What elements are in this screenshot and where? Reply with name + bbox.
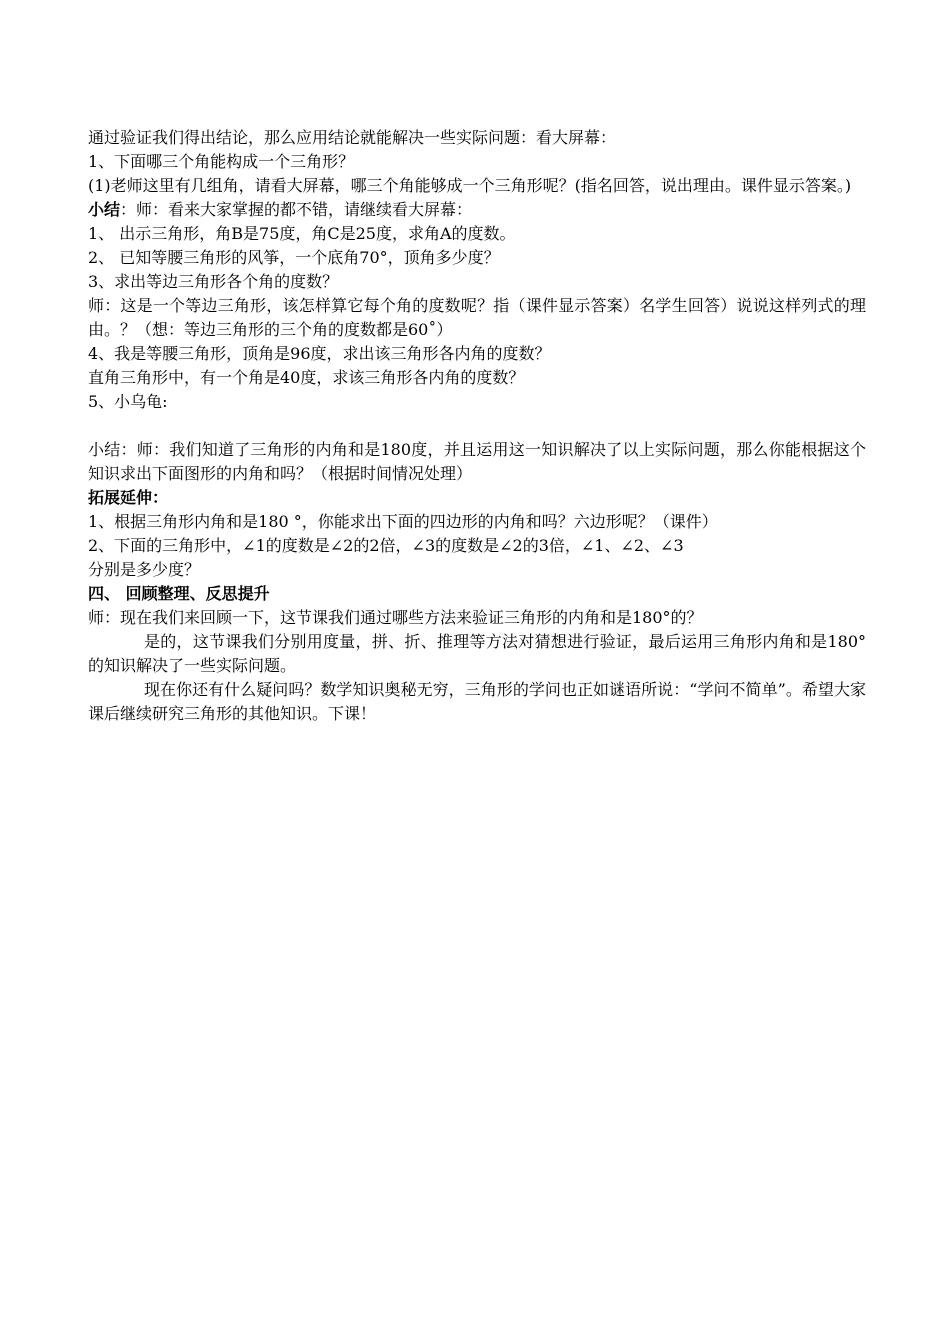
extension-title: 拓展延伸： (88, 488, 169, 507)
problem-4b: 直角三角形中，有一个角是40度，求该三角形各内角的度数？ (88, 368, 525, 387)
problem-2: 2、 已知等腰三角形的风筝，一个底角70°，顶角多少度？ (88, 248, 500, 267)
document-page (88, 126, 866, 726)
teacher-note-2: 师：现在我们来回顾一下，这节课我们通过哪些方法来验证三角形的内角和是180°的？ (88, 608, 703, 627)
extension-1: 1、根据三角形内角和是180 °，你能求出下面的四边形的内角和吗？六边形呢？（课件） (88, 512, 718, 531)
summary-2: 小结：师：我们知道了三角形的内角和是180度，并且运用这一知识解决了以上实际问题，那么你能根据这个知识求出下面图形的内角和吗？（根据时间情况处理） (88, 440, 866, 483)
summary-1-label: 小结 (88, 200, 121, 219)
question-1-detail: (1)老师这里有几组角，请看大屏幕，哪三个角能够成一个三角形呢？(指名回答，说出理由。课件显示答案。) (88, 176, 852, 195)
summary-1-text: ：师：看来大家掌握的都不错，请继续看大屏幕： (120, 200, 473, 219)
closing-paragraph: 现在你还有什么疑问吗？数学知识奥秘无穷，三角形的学问也正如谜语所说：“学问不简单”。希望大家课后继续研究三角形的其他知识。下课！ (88, 680, 866, 723)
problem-5: 5、小乌龟: (88, 392, 168, 411)
recap-paragraph: 是的，这节课我们分别用度量，拼、折、推理等方法对猜想进行验证，最后运用三角形内角和是180°的知识解决了一些实际问题。 (88, 632, 866, 675)
teacher-note-1: 师：这是一个等边三角形，该怎样算它每个角的度数呢？指（课件显示答案）名学生回答）说说这样列式的理由。？（想：等边三角形的三个角的度数都是60˚） (88, 296, 866, 339)
problem-4: 4、我是等腰三角形，顶角是96度，求出该三角形各内角的度数？ (88, 344, 551, 363)
blank-line (88, 414, 866, 438)
problem-3: 3、求出等边三角形各个角的度数？ (88, 272, 339, 291)
section-4-title: 四、 回顾整理、反思提升 (88, 584, 270, 603)
extension-2b: 分别是多少度？ (88, 560, 201, 579)
intro-paragraph: 通过验证我们得出结论，那么应用结论就能解决一些实际问题：看大屏幕： (88, 128, 617, 147)
extension-2a: 2、下面的三角形中，∠1的度数是∠2的2倍，∠3的度数是∠2的3倍，∠1、∠2、∠3 (88, 536, 684, 555)
summary-1 (88, 198, 866, 222)
problem-1: 1、 出示三角形，角B是75度，角C是25度，求角A的度数。 (88, 224, 516, 243)
question-1: 1、下面哪三个角能构成一个三角形？ (88, 152, 355, 171)
